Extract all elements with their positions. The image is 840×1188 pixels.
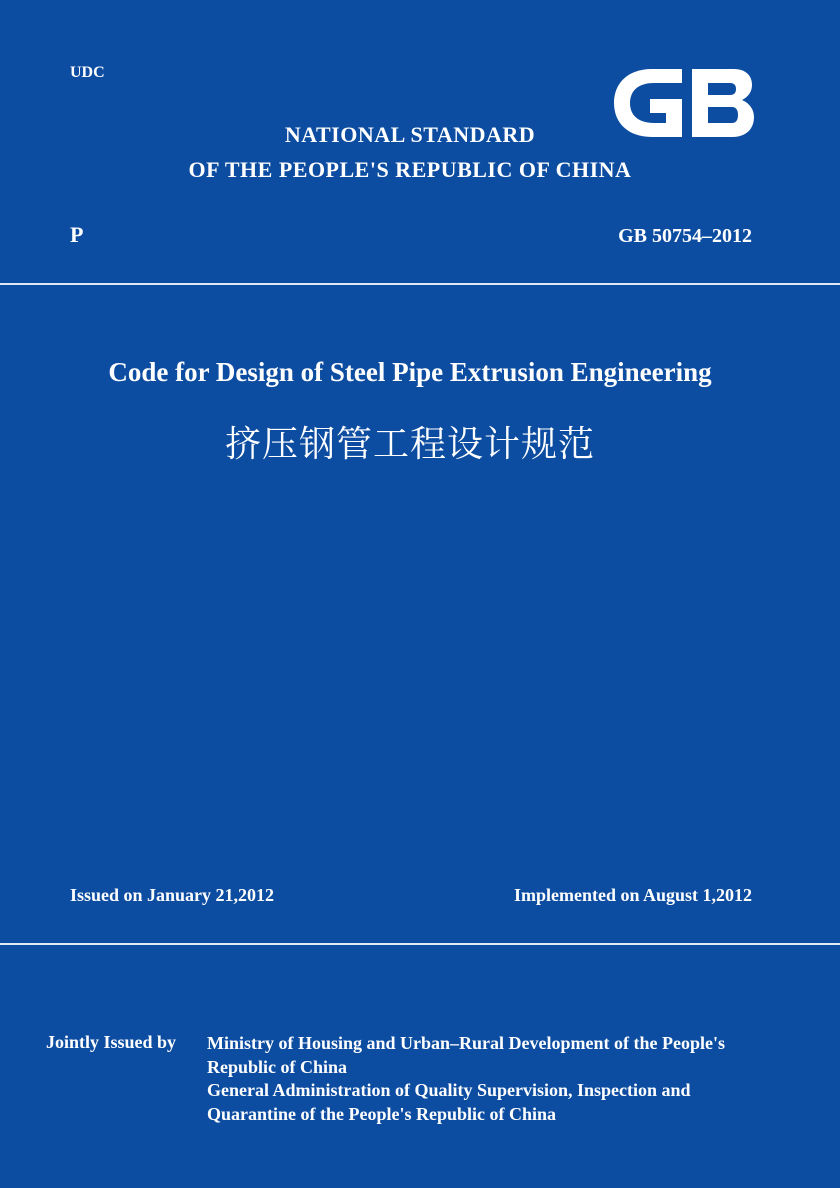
issuer-line: Ministry of Housing and Urban–Rural Development of the People's bbox=[207, 1033, 726, 1053]
standard-type-line2: OF THE PEOPLE'S REPUBLIC OF CHINA bbox=[188, 157, 632, 182]
classification-code: P bbox=[70, 222, 84, 247]
bottom-divider bbox=[0, 943, 840, 945]
gb-standard-logo-icon bbox=[608, 63, 756, 143]
issuer-list bbox=[207, 1032, 725, 1126]
implemented-date: Implemented on August 1,2012 bbox=[513, 885, 752, 905]
issuer-line: General Administration of Quality Supervision, Inspection and bbox=[207, 1080, 691, 1100]
standard-type-line1: NATIONAL STANDARD bbox=[284, 122, 536, 147]
standard-number: GB 50754–2012 bbox=[618, 225, 752, 247]
issued-date: Issued on January 21,2012 bbox=[70, 885, 275, 905]
jointly-issued-label: Jointly Issued by bbox=[46, 1032, 177, 1052]
issuer-line: Republic of China bbox=[207, 1056, 348, 1077]
top-divider bbox=[0, 283, 840, 285]
issuer-line: Quarantine of the People's Republic of China bbox=[207, 1103, 557, 1124]
document-title-chinese: 挤压钢管工程设计规范 bbox=[224, 424, 595, 465]
document-title-english: Code for Design of Steel Pipe Extrusion Engineering bbox=[108, 357, 712, 387]
udc-label: UDC bbox=[70, 64, 105, 81]
